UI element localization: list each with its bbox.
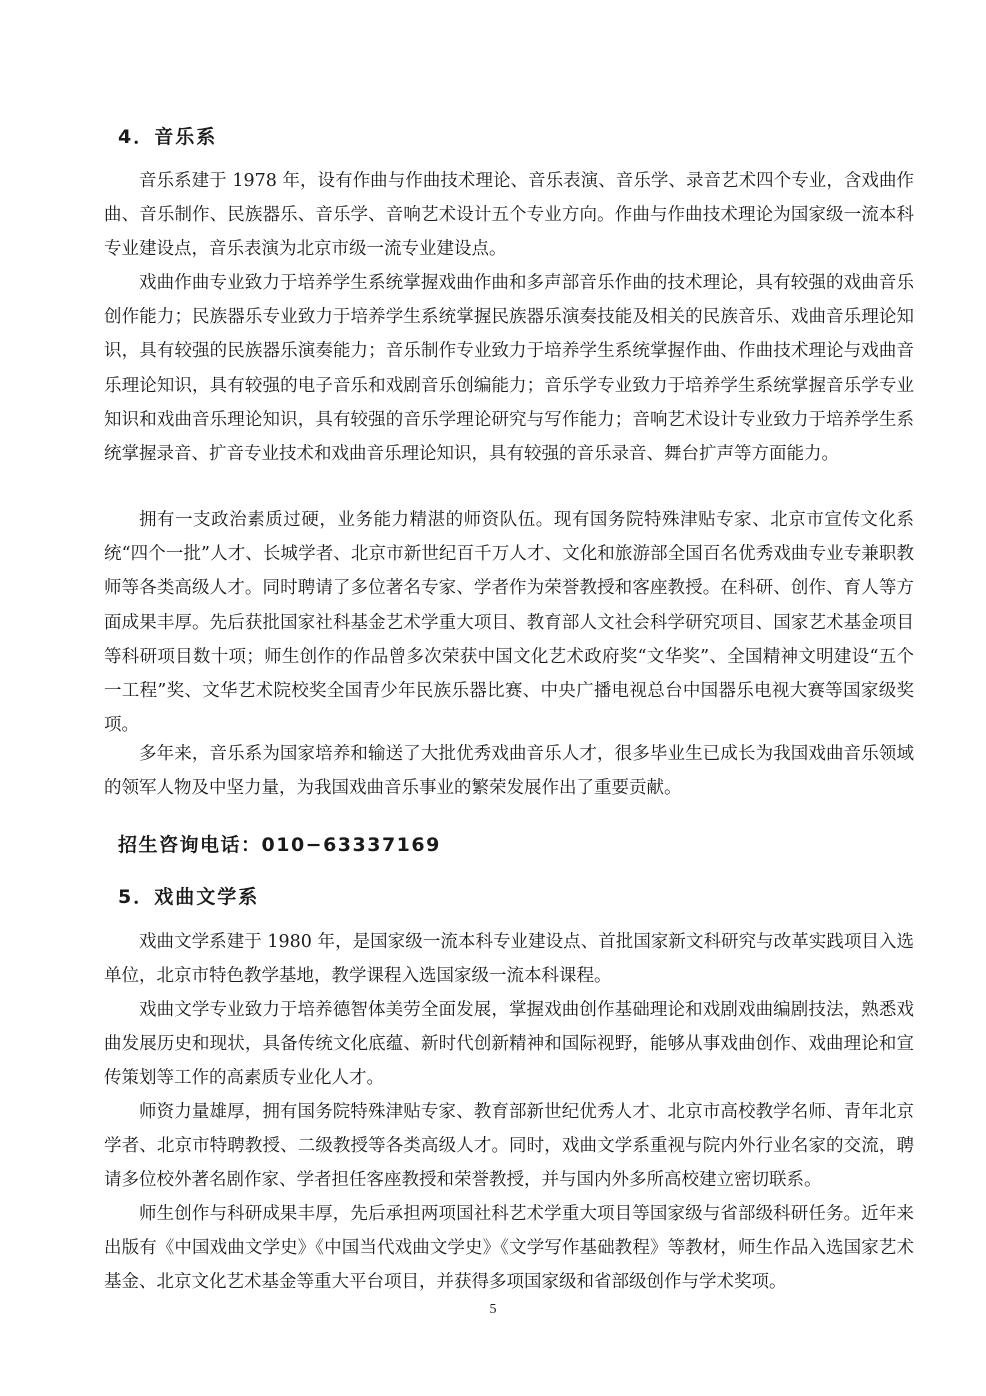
- page-number: 5: [489, 1302, 497, 1317]
- literature-paragraph-intro: 戏曲文学系建于 1980 年，是国家级一流本科专业建设点、首批国家新文科研究与改革实践项目入选单位，北京市特色教学基地，教学课程入选国家级一流本科课程。: [104, 932, 914, 987]
- music-paragraph-intro: 音乐系建于 1978 年，设有作曲与作曲技术理论、音乐表演、音乐学、录音艺术四个专业，含戏曲作曲、音乐制作、民族器乐、音乐学、音响艺术设计五个专业方向。作曲与作曲技术理论为国家级一流本科专业建设点，音乐表演为北京市级一流专业建设点。: [104, 171, 914, 260]
- music-paragraph-majors: 戏曲作曲专业致力于培养学生系统掌握戏曲作曲和多声部音乐作曲的技术理论，具有较强的戏曲音乐创作能力；民族器乐专业致力于培养学生系统掌握民族器乐演奏技能及相关的民族音乐、戏曲音乐理论知识，具有较强的民族器乐演奏能力；音乐制作专业致力于培养学生系统掌握作曲、作曲技术理论与戏曲音乐理论知识，具有较强的电子音乐和戏剧音乐创编能力；音乐学专业致力于培养学生系统掌握音乐学专业知识和戏曲音乐理论知识，具有较强的音乐学理论研究与写作能力；音响艺术设计专业致力于培养学生系统掌握录音、扩音专业技术和戏曲音乐理论知识，具有较强的音乐录音、舞台扩声等方面能力。: [104, 273, 914, 465]
- section-heading-literature: 5．戏曲文学系: [118, 886, 260, 908]
- enrollment-phone: 招生咨询电话：010−63337169: [118, 834, 441, 856]
- music-paragraph-faculty: 拥有一支政治素质过硬，业务能力精湛的师资队伍。现有国务院特殊津贴专家、北京市宣传文化系统“四个一批”人才、长城学者、北京市新世纪百千万人才、文化和旅游部全国百名优秀戏曲专业专兼职教师等各类高级人才。同时聘请了多位著名专家、学者作为荣誉教授和客座教授。在科研、创作、育人等方面成果丰厚。先后获批国家社科基金艺术学重大项目、教育部人文社会科学研究项目、国家艺术基金项目等科研项目数十项；师生创作的作品曾多次荣获中国文化艺术政府奖“文华奖”、全国精神文明建设“五个一工程”奖、文华艺术院校奖全国青少年民族乐器比赛、中央广播电视总台中国器乐电视大赛等国家级奖项。: [104, 510, 914, 736]
- music-paragraph-achievements: 多年来，音乐系为国家培养和输送了大批优秀戏曲音乐人才，很多毕业生已成长为我国戏曲音乐领域的领军人物及中坚力量，为我国戏曲音乐事业的繁荣发展作出了重要贡献。: [104, 744, 914, 799]
- literature-paragraph-research: 师生创作与科研成果丰厚，先后承担两项国社科艺术学重大项目等国家级与省部级科研任务。近年来出版有《中国戏曲文学史》《中国当代戏曲文学史》《文学写作基础教程》等教材，师生作品入选国家艺术基金、北京文化艺术基金等重大平台项目，并获得多项国家级和省部级创作与学术奖项。: [104, 1204, 914, 1293]
- literature-paragraph-major: 戏曲文学专业致力于培养德智体美劳全面发展，掌握戏曲创作基础理论和戏剧戏曲编剧技法，熟悉戏曲发展历史和现状，具备传统文化底蕴、新时代创新精神和国际视野，能够从事戏曲创作、戏曲理论和宣传策划等工作的高素质专业化人才。: [104, 1000, 914, 1089]
- literature-paragraph-faculty: 师资力量雄厚，拥有国务院特殊津贴专家、教育部新世纪优秀人才、北京市高校教学名师、青年北京学者、北京市特聘教授、二级教授等各类高级人才。同时，戏曲文学系重视与院内外行业名家的交流，聘请多位校外著名剧作家、学者担任客座教授和荣誉教授，并与国内外多所高校建立密切联系。: [104, 1102, 914, 1191]
- section-heading-music: 4．音乐系: [118, 126, 218, 148]
